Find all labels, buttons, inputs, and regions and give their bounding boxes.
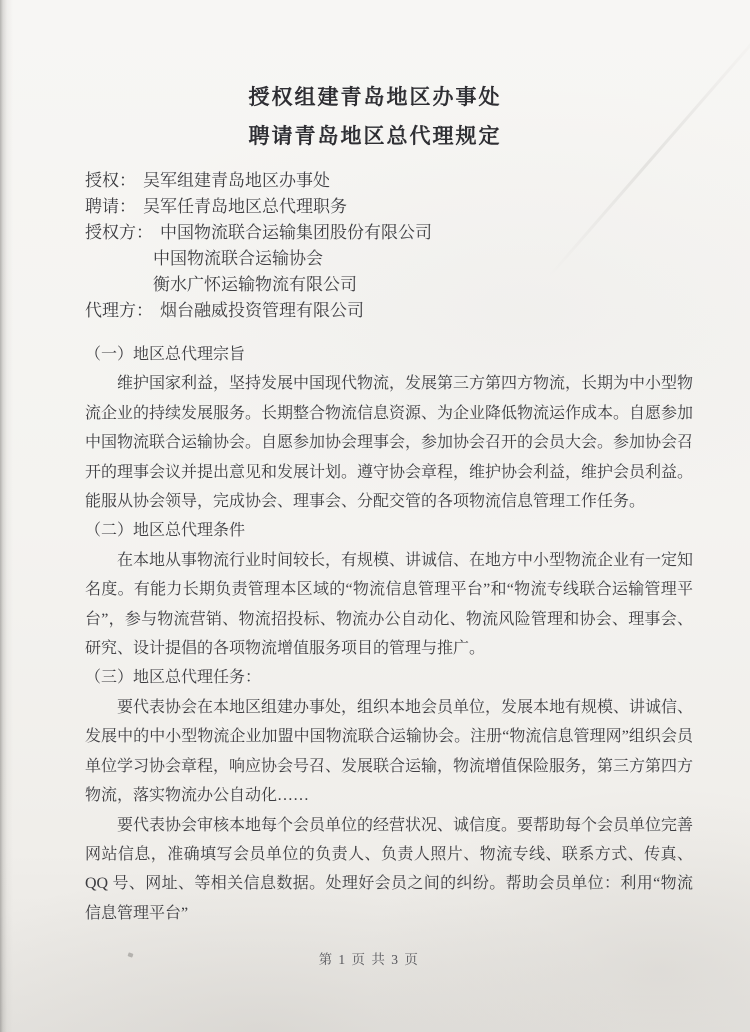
section-heading: （一）地区总代理宗旨 <box>85 346 246 363</box>
party-text: 衡水广怀运输物流有限公司 <box>153 275 357 294</box>
party-text: 中国物流联合运输集团股份有限公司 <box>160 223 432 242</box>
party-label: 授权： <box>85 171 136 190</box>
party-row-authorizer-3 <box>85 272 705 298</box>
party-text: 吴军组建青岛地区办事处 <box>143 171 330 190</box>
paragraph: 要代表协会在本地区组建办事处，组织本地会员单位，发展本地有规模、讲诚信、发展中的中小型物流企业加盟中国物流联合运输协会。注册“物流信息管理网”组织会员单位学习协会章程，响应协会号召、发展联合运输，物流增值保险服务，第三方第四方物流，落实物流办公自动化…… <box>85 698 694 805</box>
party-row-authorization <box>85 168 705 194</box>
scan-edge-shadow-left <box>0 0 13 1032</box>
party-row-appointment <box>85 194 705 220</box>
party-label: 授权方： <box>85 223 153 242</box>
party-text: 吴军任青岛地区总代理职务 <box>143 197 347 216</box>
document-title <box>24 78 726 156</box>
parties-block <box>85 168 705 324</box>
title-line-2: 聘请青岛地区总代理规定 <box>248 124 502 148</box>
section-3-tasks <box>85 663 693 928</box>
party-row-agent <box>85 298 705 324</box>
paragraph: 维护国家利益，坚持发展中国现代物流，发展第三方第四方物流，长期为中小型物流企业的持续发展服务。长期整合物流信息资源、为企业降低物流运作成本。自愿参加中国物流联合运输协会。自愿参加协会理事会，参加协会召开的会员大会。参加协会召开的理事会议并提出意见和发展计划。遵守协会章程，维护协会利益，维护会员利益。能服从协会领导，完成协会、理事会、分配交管的各项物流信息管理工作任务。 <box>85 375 694 511</box>
party-text: 中国物流联合运输协会 <box>153 249 323 268</box>
section-1-purpose <box>85 340 693 516</box>
paragraph: 要代表协会审核本地每个会员单位的经营状况、诚信度。要帮助每个会员单位完善网站信息，准确填写会员单位的负责人、负责人照片、物流专线、联系方式、传真、QQ 号、网址、等相关信息数据。处理好会员之间的纠纷。帮助会员单位：利用“物流信息管理平台” <box>85 816 694 922</box>
page-number: 第 1 页 共 3 页 <box>318 952 420 967</box>
party-label: 聘请： <box>85 197 136 216</box>
document-body <box>85 340 693 928</box>
party-row-authorizer-2 <box>85 246 705 272</box>
section-heading: （二）地区总代理条件 <box>85 522 246 540</box>
party-row-authorizer-1 <box>85 220 705 246</box>
party-label: 代理方： <box>85 301 153 320</box>
paragraph: 在本地从事物流行业时间较长，有规模、讲诚信、在地方中小型物流企业有一定知名度。有能力长期负责管理本区域的“物流信息管理平台”和“物流专线联合运输管理平台”，参与物流营销、物流招投标、物流办公自动化、物流风险管理和协会、理事会、研究、设计提倡的各项物流增值服务项目的管理与推广。 <box>85 551 694 658</box>
title-line-1: 授权组建青岛地区办事处 <box>248 85 502 109</box>
party-text: 烟台融威投资管理有限公司 <box>160 301 364 320</box>
section-2-conditions <box>85 516 693 663</box>
section-heading: （三）地区总代理任务： <box>85 669 262 687</box>
